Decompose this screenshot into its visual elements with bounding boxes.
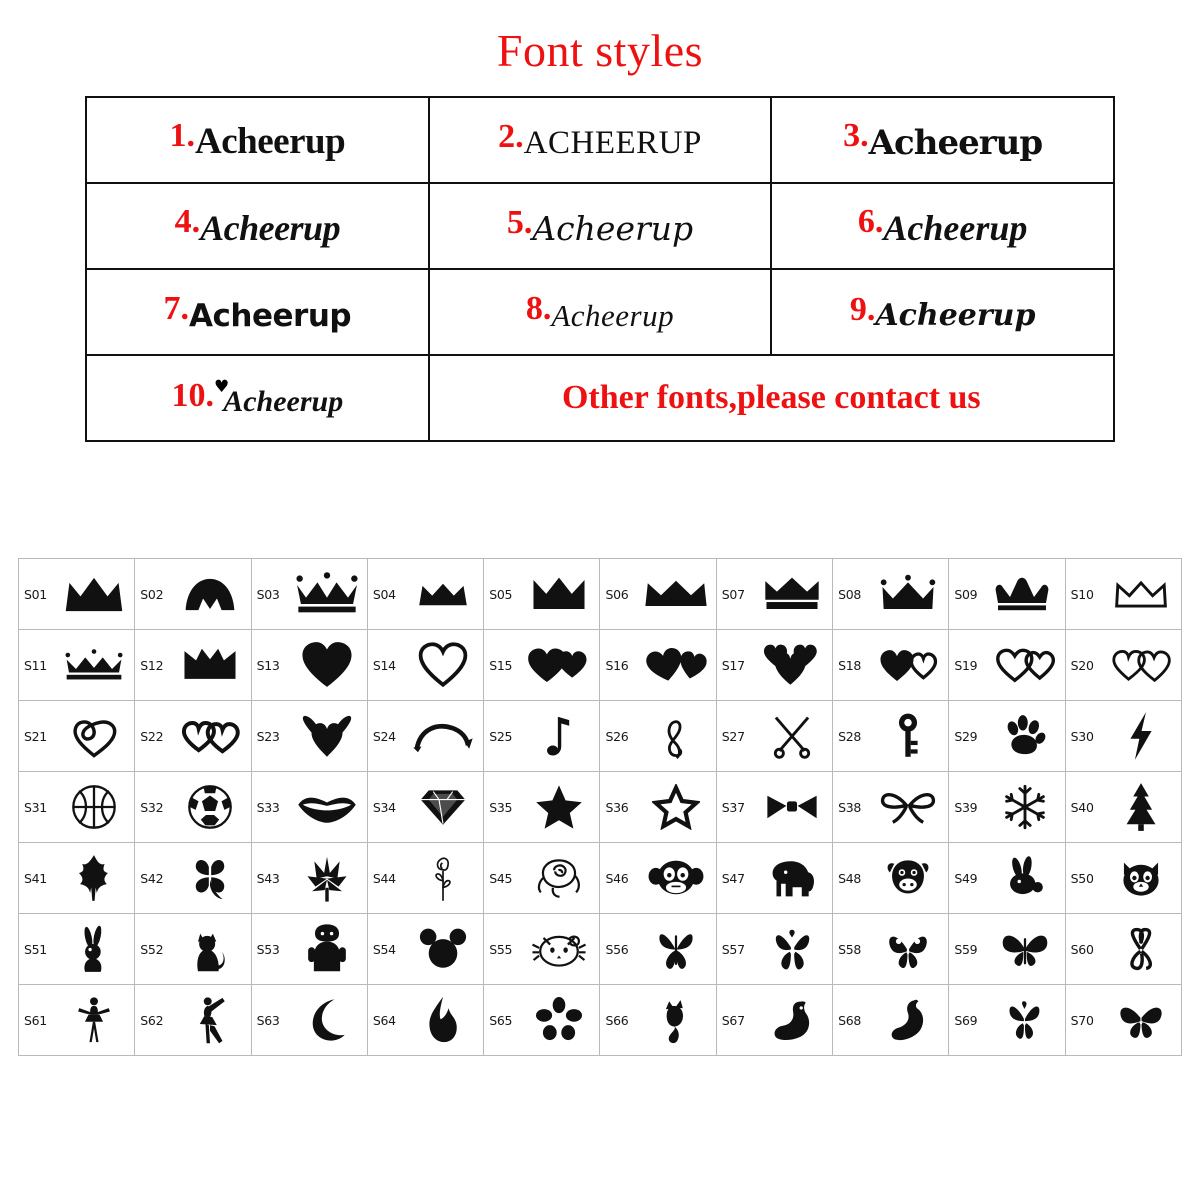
four-leaf-clover-icon [170, 843, 250, 913]
symbol-code: S42 [140, 870, 164, 886]
star-solid-icon [519, 772, 599, 842]
table-row [86, 183, 1114, 269]
symbol-row [19, 985, 1182, 1056]
symbol-cell-s26[interactable] [600, 701, 716, 772]
cat-face-icon [1101, 843, 1181, 913]
symbol-cell-s66[interactable] [600, 985, 716, 1056]
symbol-code: S66 [605, 1012, 629, 1028]
paw-print-icon [984, 701, 1064, 771]
symbol-code: S46 [605, 870, 629, 886]
symbol-code: S36 [605, 799, 629, 815]
symbol-code: S04 [372, 586, 396, 602]
symbol-cell-s11[interactable] [19, 630, 135, 701]
cat-sitting-icon [170, 914, 250, 984]
crown-solid-5-icon [170, 630, 250, 700]
font-style-cell-8[interactable] [429, 269, 772, 355]
cow-icon [868, 843, 948, 913]
butterfly-3-icon [868, 914, 948, 984]
symbol-code: S48 [838, 870, 862, 886]
symbol-code: S53 [256, 941, 280, 957]
symbol-code: S68 [838, 1012, 862, 1028]
mouse-ears-icon [403, 914, 483, 984]
symbol-code: S06 [605, 586, 629, 602]
symbol-cell-s30[interactable] [1065, 701, 1181, 772]
crown-ornate-2-icon [984, 559, 1064, 629]
treble-clef-icon [635, 701, 715, 771]
crown-points-1-icon [868, 559, 948, 629]
symbol-cell-s12[interactable] [135, 630, 251, 701]
font-style-number: 1. [169, 116, 195, 154]
key-icon [868, 701, 948, 771]
symbol-catalog [18, 558, 1182, 1056]
butterfly-6-icon [1101, 985, 1181, 1055]
symbol-cell-s01[interactable] [19, 559, 135, 630]
symbol-code: S62 [140, 1012, 164, 1028]
diamond-gem-icon [403, 772, 483, 842]
font-style-cell-7[interactable] [86, 269, 429, 355]
symbol-code: S41 [24, 870, 47, 886]
symbol-cell-s61[interactable] [19, 985, 135, 1056]
heart-solid-icon [287, 630, 367, 700]
crown-solid-4-icon [752, 559, 832, 629]
symbol-code: S20 [1070, 657, 1094, 673]
monkey-face-icon [635, 843, 715, 913]
double-hearts-solid-icon [519, 630, 599, 700]
symbol-cell-s56[interactable] [600, 914, 716, 985]
font-style-sample: ACHEERUP [523, 124, 702, 161]
symbol-code: S43 [256, 870, 280, 886]
symbol-code: S09 [954, 586, 978, 602]
symbol-cell-s23[interactable] [251, 701, 367, 772]
rose-bloom-icon [519, 843, 599, 913]
rabbit-icon [984, 843, 1064, 913]
pine-tree-icon [1101, 772, 1181, 842]
heart-swirl-icon [54, 701, 134, 771]
symbol-cell-s70[interactable] [1065, 985, 1181, 1056]
font-style-cell-4[interactable] [86, 183, 429, 269]
bow-tie-icon [752, 772, 832, 842]
other-fonts-note: Other fonts,please contact us [561, 379, 981, 416]
symbol-cell-s05[interactable] [484, 559, 600, 630]
symbol-cell-s67[interactable] [716, 985, 832, 1056]
music-note-icon [519, 701, 599, 771]
symbol-cell-s04[interactable] [367, 559, 483, 630]
symbol-code: S47 [721, 870, 745, 886]
symbol-code: S18 [838, 657, 862, 673]
font-style-sample: Acheerup [875, 298, 1036, 334]
table-row [86, 97, 1114, 183]
symbol-cell-s51[interactable] [19, 914, 135, 985]
font-style-cell-9[interactable] [771, 269, 1114, 355]
symbol-code: S65 [489, 1012, 513, 1028]
symbol-code: S08 [838, 586, 862, 602]
butterfly-heart-icon [1101, 914, 1181, 984]
symbol-cell-s19[interactable] [949, 630, 1065, 701]
font-style-number: 5. [506, 203, 533, 241]
symbol-code: S54 [372, 941, 396, 957]
triple-hearts-icon [752, 630, 832, 700]
font-style-sample: Acheerup [223, 385, 344, 419]
symbol-cell-s40[interactable] [1065, 772, 1181, 843]
crown-solid-3-icon [519, 559, 599, 629]
crown-small-1-icon [403, 559, 483, 629]
symbol-code: S12 [140, 657, 164, 673]
symbol-cell-s55[interactable] [484, 914, 600, 985]
kitty-face-icon [519, 914, 599, 984]
symbol-code: S50 [1070, 870, 1094, 886]
symbol-cell-s39[interactable] [949, 772, 1065, 843]
symbol-row [19, 843, 1182, 914]
font-style-sample: Acheerup [868, 122, 1043, 163]
bunny-silhouette-icon [54, 914, 134, 984]
symbol-code: S59 [954, 941, 978, 957]
symbol-cell-s16[interactable] [600, 630, 716, 701]
symbol-cell-s34[interactable] [367, 772, 483, 843]
symbol-code: S57 [721, 941, 745, 957]
font-style-cell-3[interactable] [771, 97, 1114, 183]
symbol-cell-s62[interactable] [135, 985, 251, 1056]
symbol-code: S02 [140, 586, 164, 602]
soccer-ball-icon [170, 772, 250, 842]
symbol-row [19, 914, 1182, 985]
butterfly-4-icon [984, 914, 1064, 984]
font-style-cell-6[interactable] [771, 183, 1114, 269]
symbol-code: S38 [838, 799, 862, 815]
symbol-code: S37 [721, 799, 745, 815]
symbol-code: S22 [140, 728, 164, 744]
symbol-code: S52 [140, 941, 164, 957]
symbol-code: S19 [954, 657, 978, 673]
other-fonts-note-cell[interactable] [429, 355, 1114, 441]
font-style-sample: Acheerup [532, 209, 694, 249]
symbol-code: S24 [372, 728, 396, 744]
table-row [86, 355, 1114, 441]
font-style-sample: Acheerup [189, 297, 352, 334]
symbol-cell-s03[interactable] [251, 559, 367, 630]
symbol-code: S63 [256, 1012, 280, 1028]
lightning-bolt-icon [1101, 701, 1181, 771]
butterfly-1-icon [635, 914, 715, 984]
swan-1-icon [752, 985, 832, 1055]
font-style-number: 6. [857, 202, 884, 240]
cannabis-leaf-icon [287, 843, 367, 913]
font-style-cell-10[interactable] [86, 355, 429, 441]
font-style-cell-5[interactable] [429, 183, 772, 269]
symbol-cell-s54[interactable] [367, 914, 483, 985]
symbol-code: S69 [954, 1012, 978, 1028]
symbol-code: S10 [1070, 586, 1094, 602]
symbol-cell-s09[interactable] [949, 559, 1065, 630]
font-style-sample: Acheerup [551, 297, 675, 333]
basketball-icon [54, 772, 134, 842]
symbol-code: S16 [605, 657, 629, 673]
symbol-cell-s38[interactable] [833, 772, 949, 843]
cat-tail-curl-icon [635, 985, 715, 1055]
symbol-code: S56 [605, 941, 629, 957]
symbol-code: S17 [721, 657, 745, 673]
symbol-cell-s36[interactable] [600, 772, 716, 843]
symbol-code: S31 [24, 799, 47, 815]
symbol-cell-s17[interactable] [716, 630, 832, 701]
symbol-code: S26 [605, 728, 629, 744]
double-hearts-tilted-icon [635, 630, 715, 700]
symbol-cell-s45[interactable] [484, 843, 600, 914]
rainbow-arc-icon [403, 701, 483, 771]
symbol-cell-s59[interactable] [949, 914, 1065, 985]
symbol-code: S45 [489, 870, 513, 886]
font-style-sample: Acheerup [200, 208, 341, 249]
maple-leaf-icon [54, 843, 134, 913]
ballerina-1-icon [54, 985, 134, 1055]
symbol-cell-s32[interactable] [135, 772, 251, 843]
symbol-code: S21 [24, 728, 47, 744]
symbol-cell-s60[interactable] [1065, 914, 1181, 985]
symbol-cell-s63[interactable] [251, 985, 367, 1056]
heart-outline-icon [403, 630, 483, 700]
font-style-number: 10. [171, 376, 214, 414]
hearts-interlocked-icon [170, 701, 250, 771]
dancer-2-icon [170, 985, 250, 1055]
symbol-code: S51 [24, 941, 47, 957]
hearts-linked-icon [984, 630, 1064, 700]
symbol-cell-s15[interactable] [484, 630, 600, 701]
symbol-code: S25 [489, 728, 513, 744]
table-row [86, 269, 1114, 355]
symbol-code: S39 [954, 799, 978, 815]
symbol-code: S67 [721, 1012, 745, 1028]
crown-wide-1-icon [635, 559, 715, 629]
symbol-cell-s58[interactable] [833, 914, 949, 985]
elephant-icon [752, 843, 832, 913]
butterfly-2-icon [752, 914, 832, 984]
symbol-code: S07 [721, 586, 745, 602]
swan-2-icon [868, 985, 948, 1055]
symbol-cell-s06[interactable] [600, 559, 716, 630]
symbol-cell-s37[interactable] [716, 772, 832, 843]
symbol-code: S60 [1070, 941, 1094, 957]
symbol-cell-s29[interactable] [949, 701, 1065, 772]
symbol-code: S23 [256, 728, 280, 744]
font-style-sample: Acheerup [195, 121, 346, 163]
symbol-cell-s35[interactable] [484, 772, 600, 843]
symbol-cell-s50[interactable] [1065, 843, 1181, 914]
font-style-sample: Acheerup [883, 208, 1028, 249]
star-outline-icon [635, 772, 715, 842]
snowflake-icon [984, 772, 1064, 842]
symbol-cell-s28[interactable] [833, 701, 949, 772]
symbol-code: S05 [489, 586, 513, 602]
symbol-cell-s46[interactable] [600, 843, 716, 914]
page-title: Font styles [496, 25, 704, 76]
symbol-code: S55 [489, 941, 513, 957]
heart-icon: ♥ [213, 376, 230, 397]
flame-icon [403, 985, 483, 1055]
symbol-cell-s13[interactable] [251, 630, 367, 701]
symbol-cell-s57[interactable] [716, 914, 832, 985]
symbol-cell-s08[interactable] [833, 559, 949, 630]
font-style-number: 4. [174, 202, 201, 240]
symbol-cell-s48[interactable] [833, 843, 949, 914]
symbol-code: S61 [24, 1012, 47, 1028]
butterfly-5-icon [984, 985, 1064, 1055]
symbol-cell-s24[interactable] [367, 701, 483, 772]
font-style-number: 3. [843, 117, 869, 155]
lips-icon [287, 772, 367, 842]
symbol-code: S64 [372, 1012, 396, 1028]
child-figure-icon [287, 914, 367, 984]
symbol-cell-s22[interactable] [135, 701, 251, 772]
font-style-number: 8. [525, 290, 552, 328]
symbol-code: S33 [256, 799, 280, 815]
symbol-cell-s25[interactable] [484, 701, 600, 772]
symbol-cell-s52[interactable] [135, 914, 251, 985]
symbol-code: S34 [372, 799, 396, 815]
symbol-cell-s27[interactable] [716, 701, 832, 772]
symbol-cell-s20[interactable] [1065, 630, 1181, 701]
crown-solid-2-icon [170, 559, 250, 629]
symbol-code: S44 [372, 870, 396, 886]
symbol-cell-s33[interactable] [251, 772, 367, 843]
symbol-row [19, 772, 1182, 843]
symbol-cell-s69[interactable] [949, 985, 1065, 1056]
crown-ornate-1-icon [287, 559, 367, 629]
symbol-code: S01 [24, 586, 47, 602]
rose-stem-icon [403, 843, 483, 913]
symbol-code: S29 [954, 728, 978, 744]
symbol-cell-s31[interactable] [19, 772, 135, 843]
font-styles-table [85, 96, 1115, 442]
flower-blossom-icon [519, 985, 599, 1055]
symbol-cell-s10[interactable] [1065, 559, 1181, 630]
symbol-cell-s65[interactable] [484, 985, 600, 1056]
symbol-code: S32 [140, 799, 164, 815]
symbol-code: S70 [1070, 1012, 1094, 1028]
scissors-icon [752, 701, 832, 771]
symbol-code: S30 [1070, 728, 1094, 744]
symbol-cell-s07[interactable] [716, 559, 832, 630]
symbol-code: S13 [256, 657, 280, 673]
hearts-outline-pair-icon [868, 630, 948, 700]
symbol-cell-s53[interactable] [251, 914, 367, 985]
symbol-code: S03 [256, 586, 280, 602]
font-style-cell-2[interactable] [429, 97, 772, 183]
symbol-code: S14 [372, 657, 396, 673]
symbol-cell-s14[interactable] [367, 630, 483, 701]
crescent-moon-icon [287, 985, 367, 1055]
symbol-row [19, 559, 1182, 630]
symbol-row [19, 701, 1182, 772]
symbol-cell-s41[interactable] [19, 843, 135, 914]
ribbon-bow-icon [868, 772, 948, 842]
symbol-cell-s02[interactable] [135, 559, 251, 630]
font-style-number: 9. [849, 290, 876, 328]
symbol-cell-s42[interactable] [135, 843, 251, 914]
symbol-cell-s21[interactable] [19, 701, 135, 772]
symbol-code: S11 [24, 657, 47, 673]
font-style-cell-1[interactable] [86, 97, 429, 183]
symbol-cell-s68[interactable] [833, 985, 949, 1056]
hearts-outline-twin-icon [1101, 630, 1181, 700]
font-style-number: 2. [498, 118, 524, 156]
symbol-code: S49 [954, 870, 978, 886]
heart-wings-icon [287, 701, 367, 771]
symbol-cell-s47[interactable] [716, 843, 832, 914]
symbol-cell-s44[interactable] [367, 843, 483, 914]
crown-ornate-3-icon [54, 630, 134, 700]
symbol-code: S35 [489, 799, 513, 815]
symbol-cell-s64[interactable] [367, 985, 483, 1056]
symbol-cell-s43[interactable] [251, 843, 367, 914]
symbol-code: S40 [1070, 799, 1094, 815]
crown-solid-1-icon [54, 559, 134, 629]
symbol-cell-s49[interactable] [949, 843, 1065, 914]
symbol-cell-s18[interactable] [833, 630, 949, 701]
symbol-code: S27 [721, 728, 745, 744]
crown-outline-1-icon [1101, 559, 1181, 629]
font-style-number: 7. [163, 290, 190, 328]
symbol-code: S15 [489, 657, 513, 673]
symbol-code: S58 [838, 941, 862, 957]
symbol-code: S28 [838, 728, 862, 744]
symbol-row [19, 630, 1182, 701]
